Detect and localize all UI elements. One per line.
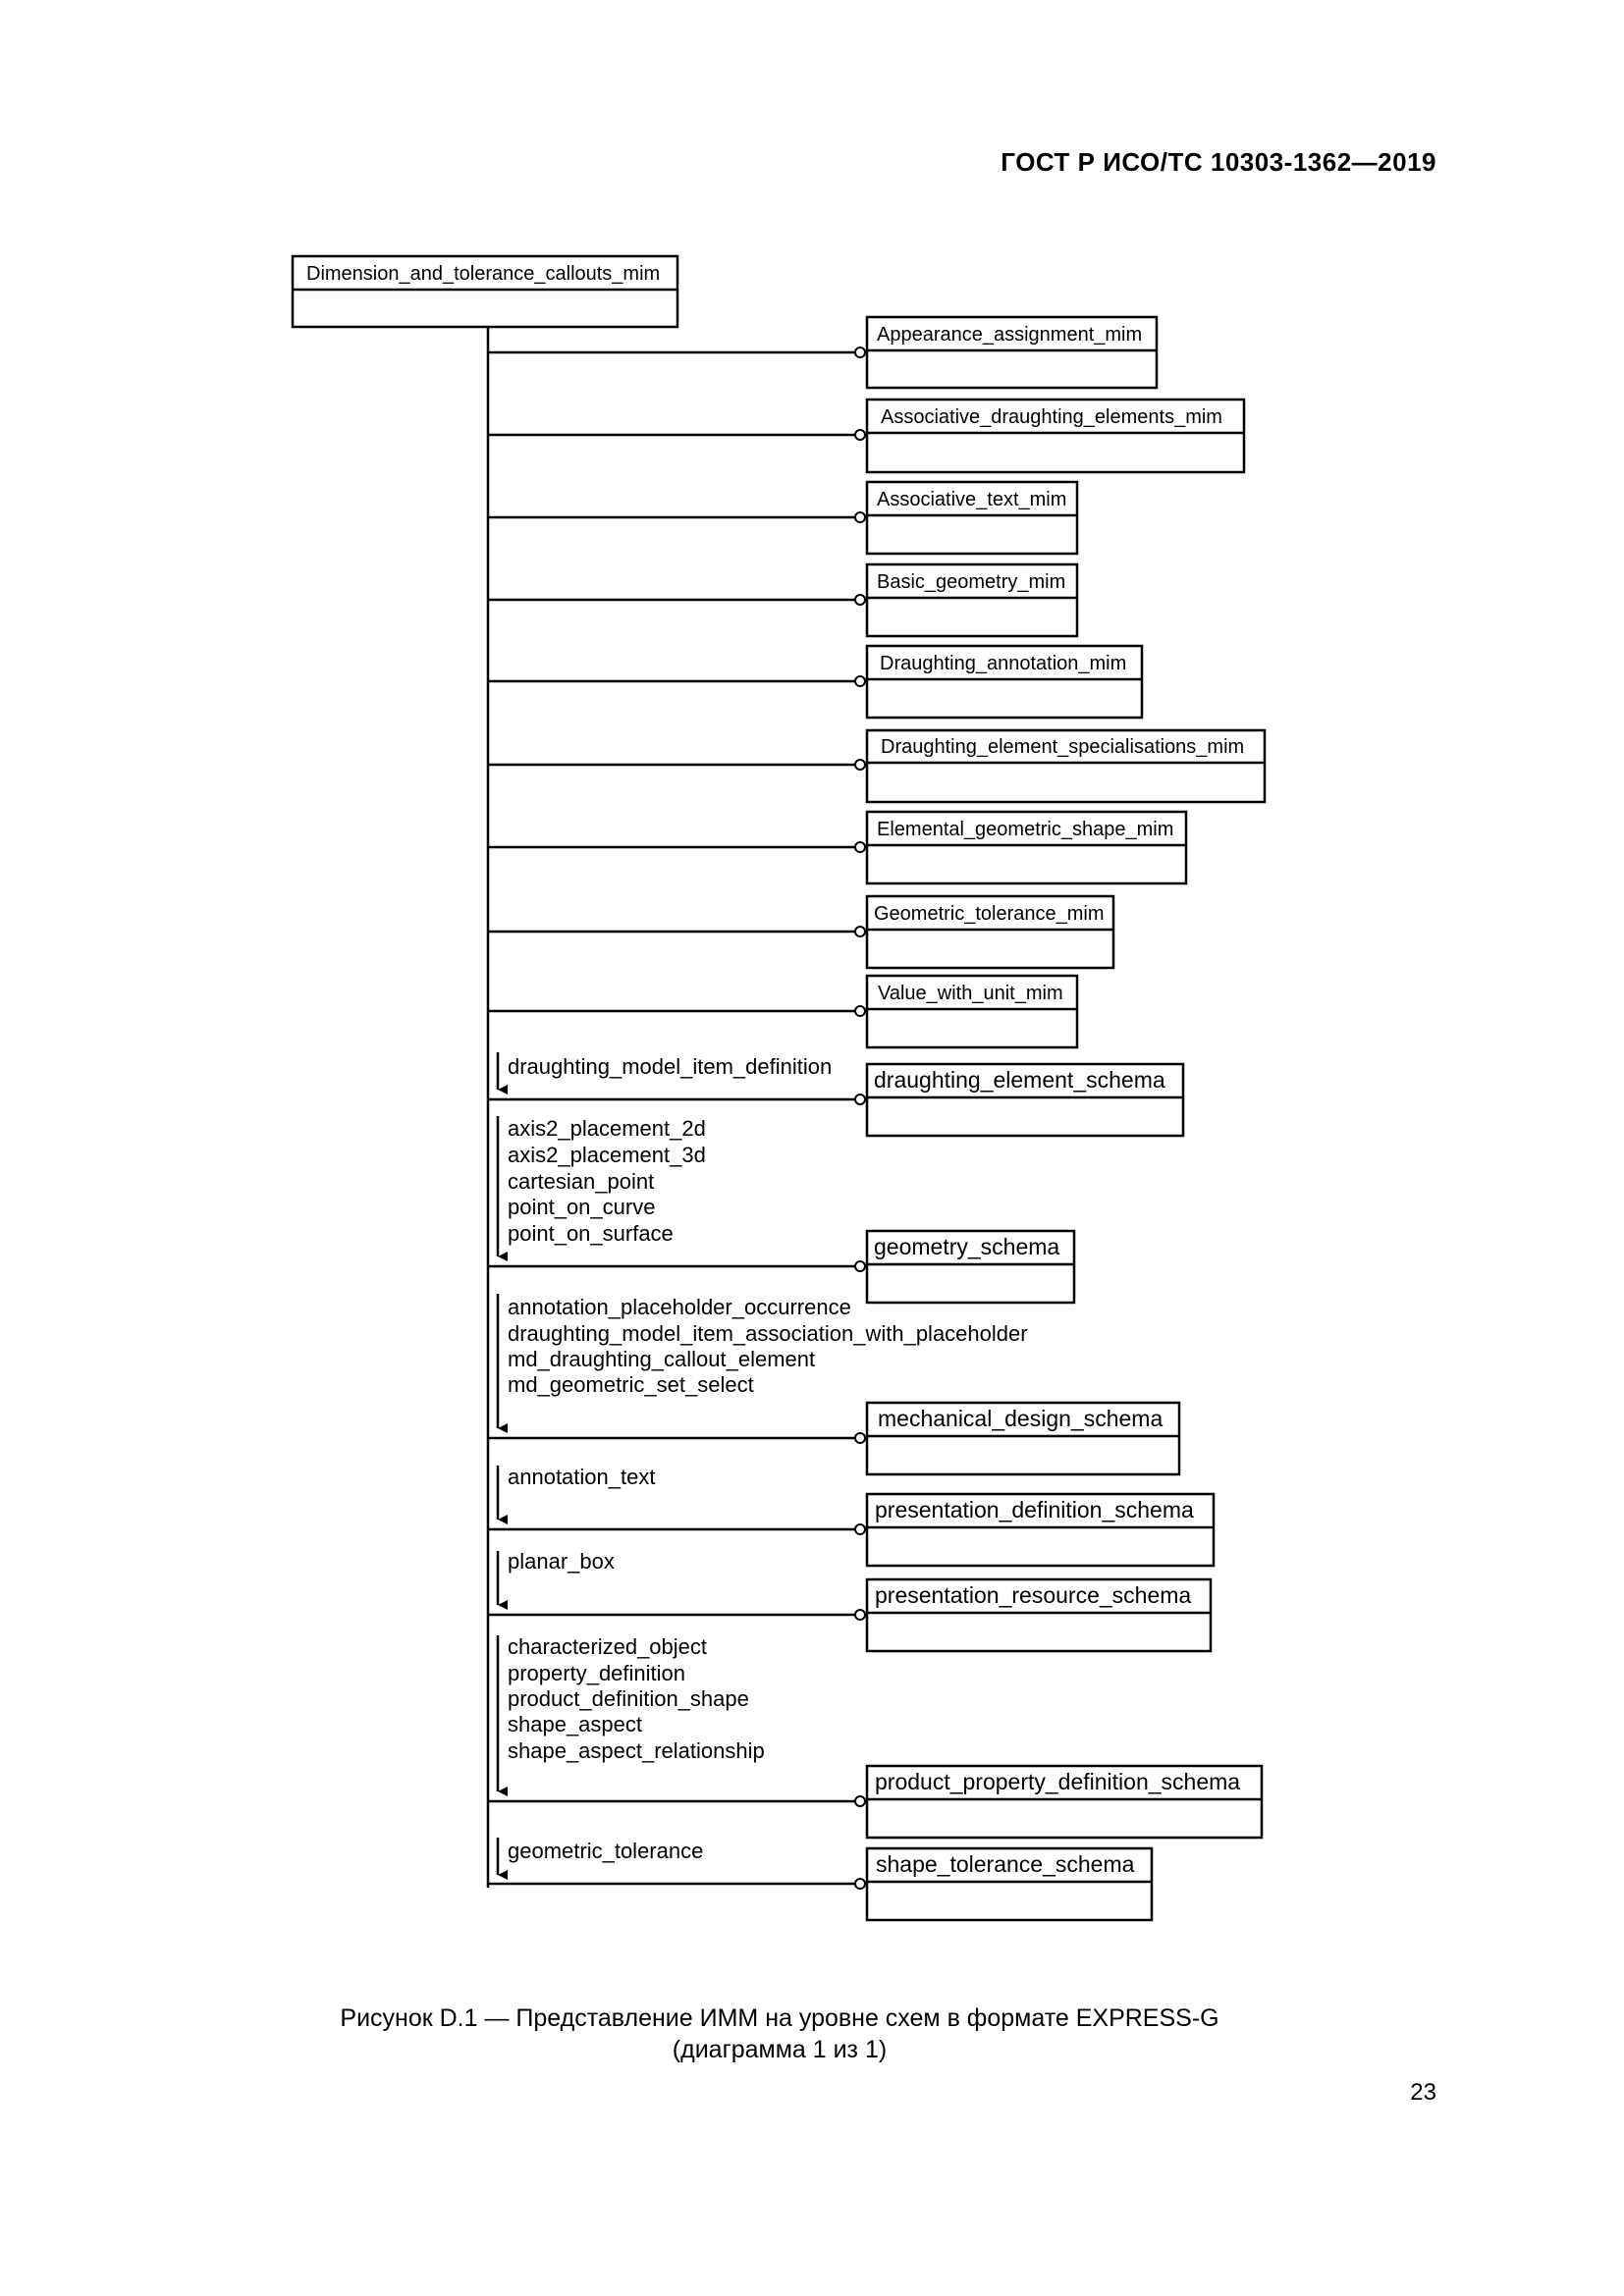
reference-item: annotation_placeholder_occurrence: [508, 1295, 851, 1319]
schema-label: product_property_definition_schema: [875, 1769, 1241, 1794]
reference-item: draughting_model_item_association_with_placeholder: [508, 1321, 1028, 1346]
reference-item: point_on_curve: [508, 1195, 656, 1219]
schema-label: draughting_element_schema: [874, 1067, 1165, 1093]
reference-item: shape_aspect_relationship: [508, 1738, 765, 1763]
schema-label: Associative_text_mim: [877, 489, 1067, 510]
caption-line-1: Рисунок D.1 — Представление ИММ на уровне схем в формате EXPRESS-G: [340, 2004, 1219, 2032]
reference-item: annotation_text: [508, 1465, 656, 1489]
schema-box-draughting-element-specialisations: [488, 730, 1265, 802]
schema-label: Associative_draughting_elements_mim: [881, 406, 1222, 428]
schema-label: Appearance_assignment_mim: [877, 324, 1143, 346]
schema-label: Basic_geometry_mim: [877, 571, 1066, 593]
schema-label: mechanical_design_schema: [878, 1406, 1164, 1431]
schema-box-basic-geometry: [488, 564, 1077, 636]
schema-label: Value_with_unit_mim: [878, 983, 1063, 1004]
schema-box-product-property-definition-schema: [488, 1634, 1262, 1838]
reference-item: md_geometric_set_select: [508, 1372, 754, 1397]
schema-label: Geometric_tolerance_mim: [874, 903, 1105, 925]
reference-item: draughting_model_item_definition: [508, 1054, 833, 1079]
reference-item: planar_box: [508, 1549, 615, 1574]
schema-box-geometric-tolerance: [488, 896, 1113, 968]
schema-box-associative-draughting-elements: [488, 400, 1244, 472]
schema-label: Draughting_annotation_mim: [880, 653, 1127, 674]
schema-label: Draughting_element_specialisations_mim: [881, 736, 1245, 758]
reference-item: point_on_surface: [508, 1221, 674, 1246]
reference-item: axis2_placement_3d: [508, 1143, 706, 1167]
schema-box-geometry-schema: [488, 1116, 1074, 1303]
page-number: 23: [1410, 2079, 1436, 2106]
schema-label: shape_tolerance_schema: [876, 1851, 1135, 1877]
reference-item: shape_aspect: [508, 1712, 642, 1736]
reference-item: md_draughting_callout_element: [508, 1347, 816, 1371]
schema-box-elemental-geometric-shape: [488, 812, 1186, 883]
reference-item: characterized_object: [508, 1634, 708, 1659]
schema-label: presentation_definition_schema: [875, 1497, 1194, 1522]
document-header: ГОСТ Р ИСО/ТС 10303-1362—2019: [1001, 147, 1436, 177]
reference-item: axis2_placement_2d: [508, 1116, 706, 1141]
schema-label: geometry_schema: [874, 1234, 1060, 1259]
root-schema-box: [293, 256, 677, 327]
reference-item: cartesian_point: [508, 1169, 655, 1194]
root-schema-label: Dimension_and_tolerance_callouts_mim: [306, 263, 661, 285]
schema-label: Elemental_geometric_shape_mim: [877, 819, 1174, 840]
schema-box-shape-tolerance-schema: [488, 1838, 1152, 1920]
schema-box-value-with-unit: [488, 976, 1077, 1047]
reference-item: geometric_tolerance: [508, 1839, 704, 1863]
figure-caption: [0, 2002, 1559, 2065]
reference-item: property_definition: [508, 1661, 686, 1685]
schema-box-draughting-annotation: [488, 646, 1142, 718]
schema-label: presentation_resource_schema: [875, 1582, 1192, 1608]
caption-line-2: (диаграмма 1 из 1): [672, 2036, 888, 2063]
schema-box-mechanical-design-schema: [488, 1294, 1179, 1474]
schema-box-associative-text: [488, 482, 1077, 554]
reference-item: product_definition_shape: [508, 1686, 749, 1711]
